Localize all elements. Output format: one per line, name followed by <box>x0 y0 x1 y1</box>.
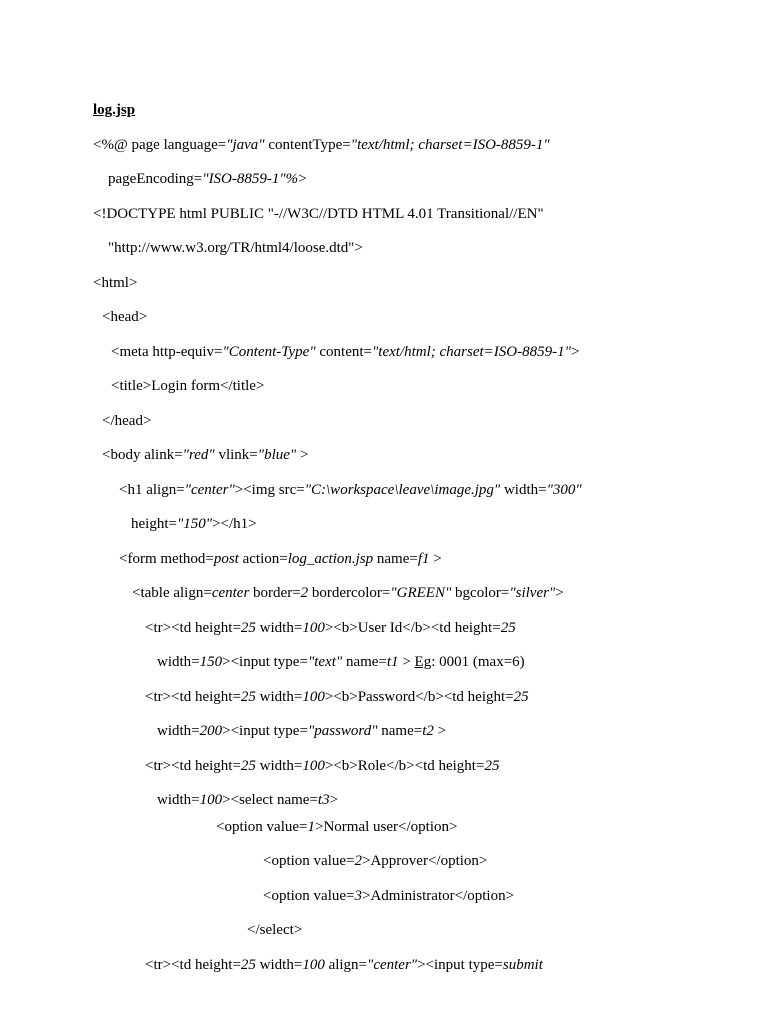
code-token: > <box>398 654 415 670</box>
code-token: > <box>298 171 307 187</box>
code-token: "150" <box>176 516 213 532</box>
code-line <box>157 722 446 740</box>
code-token: post <box>213 551 239 567</box>
code-token: </select> <box>247 922 303 938</box>
code-token: "silver" <box>509 585 556 601</box>
code-token: <html> <box>93 275 138 291</box>
code-line <box>131 515 257 533</box>
code-token: 200 <box>199 723 223 739</box>
code-token: "blue" <box>257 447 297 463</box>
code-line <box>145 619 516 637</box>
code-token: pageEncoding= <box>108 171 203 187</box>
code-token: "http://www.w3.org/TR/html4/loose.dtd"> <box>108 240 363 256</box>
code-line <box>119 550 442 568</box>
code-token: 25 <box>240 957 256 973</box>
code-line <box>145 688 529 706</box>
code-token: contentType= <box>264 137 351 153</box>
code-token: >Normal user</option> <box>315 819 458 835</box>
code-token: action= <box>238 551 288 567</box>
code-token: <%@ page language= <box>93 137 227 153</box>
code-token: > <box>429 551 442 567</box>
code-line <box>145 757 499 775</box>
code-token: "text/html; charset=ISO-8859-1" <box>350 137 550 153</box>
code-token: <tr><td height= <box>145 689 241 705</box>
code-token: <tr><td height= <box>145 957 241 973</box>
code-token: t1 <box>386 654 399 670</box>
code-line <box>111 343 579 361</box>
code-line <box>102 412 151 430</box>
code-token: ><input type= <box>417 957 503 973</box>
code-token: 25 <box>240 758 256 774</box>
code-token: <body alink= <box>102 447 183 463</box>
code-token: <option value= <box>263 853 355 869</box>
code-token: 25 <box>240 689 256 705</box>
code-line <box>102 308 147 326</box>
code-token: width= <box>500 482 547 498</box>
code-token: name= <box>342 654 387 670</box>
code-token: <option value= <box>216 819 308 835</box>
code-token: > <box>570 344 580 360</box>
code-token: submit <box>502 957 543 973</box>
code-token: <option value= <box>263 888 355 904</box>
code-token: 25 <box>484 758 500 774</box>
code-token: width= <box>255 620 303 636</box>
code-token: "300" <box>546 482 582 498</box>
code-token: ><b>User Id</b><td height= <box>324 620 501 636</box>
code-token: "red" <box>182 447 215 463</box>
code-line <box>93 136 550 154</box>
code-token: width= <box>157 723 200 739</box>
document-title: log.jsp <box>93 102 136 118</box>
code-token: </head> <box>102 413 152 429</box>
code-token: "text/html; charset=ISO-8859-1" <box>372 344 571 360</box>
code-token: log_action.jsp <box>287 551 374 567</box>
code-line <box>263 852 487 870</box>
code-token: Eg <box>414 654 432 670</box>
code-token: ><b>Password</b><td height= <box>324 689 514 705</box>
code-token: <h1 align= <box>119 482 185 498</box>
code-token: 2 <box>354 853 362 869</box>
code-token: <meta http-equiv= <box>111 344 223 360</box>
code-token: f1 <box>417 551 430 567</box>
code-token: width= <box>255 957 303 973</box>
code-token: name= <box>377 723 423 739</box>
code-token: "text" <box>307 654 343 670</box>
code-token: content= <box>315 344 372 360</box>
code-token: 100 <box>302 620 325 636</box>
code-token: ></h1> <box>212 516 257 532</box>
code-token: bgcolor= <box>451 585 510 601</box>
code-token: t3 <box>317 792 330 808</box>
code-line <box>111 377 264 395</box>
code-token: ><input type= <box>222 654 308 670</box>
code-token: width= <box>255 689 303 705</box>
code-line <box>145 956 543 974</box>
code-line <box>247 921 302 939</box>
code-line <box>132 584 564 602</box>
code-token: : 0001 (max=6) <box>431 654 525 670</box>
code-token: <!DOCTYPE html PUBLIC "-//W3C//DTD HTML 4.01 Transitional//EN" <box>93 206 544 222</box>
code-line <box>102 446 308 464</box>
code-token: ><img src= <box>234 482 305 498</box>
code-line <box>93 205 544 223</box>
code-token: ><input type= <box>222 723 308 739</box>
code-token: width= <box>157 654 200 670</box>
code-token: 1 <box>307 819 315 835</box>
code-token: align= <box>324 957 368 973</box>
code-token: 150 <box>199 654 223 670</box>
code-token: >Approver</option> <box>362 853 488 869</box>
code-token: > <box>329 792 339 808</box>
code-token: 25 <box>500 620 516 636</box>
code-line <box>263 887 514 905</box>
code-token: vlink= <box>214 447 258 463</box>
code-token: 100 <box>199 792 223 808</box>
code-token: "center" <box>184 482 235 498</box>
code-token: <tr><td height= <box>145 620 241 636</box>
code-line <box>216 818 457 836</box>
code-line <box>108 239 363 257</box>
code-token: 25 <box>513 689 529 705</box>
code-line <box>157 653 525 671</box>
code-token: 3 <box>354 888 362 904</box>
code-token: t2 <box>422 723 434 739</box>
code-token: center <box>211 585 250 601</box>
code-token: <form method= <box>119 551 214 567</box>
code-token: "Content-Type" <box>222 344 316 360</box>
code-token: >Administrator</option> <box>362 888 515 904</box>
code-token: <title>Login form</title> <box>111 378 265 394</box>
code-token: name= <box>373 551 418 567</box>
code-token: 100 <box>302 689 325 705</box>
code-token: 100 <box>302 957 325 973</box>
code-token: > <box>433 723 447 739</box>
code-token: bordercolor= <box>308 585 391 601</box>
code-token: width= <box>255 758 303 774</box>
code-token: "GREEN" <box>390 585 452 601</box>
code-token: ><select name= <box>222 792 318 808</box>
code-token: > <box>296 447 309 463</box>
code-token: ><b>Role</b><td height= <box>324 758 485 774</box>
code-token: <head> <box>102 309 148 325</box>
code-line <box>93 274 137 292</box>
code-token: height= <box>131 516 177 532</box>
code-token: 25 <box>240 620 256 636</box>
code-token: width= <box>157 792 200 808</box>
code-line <box>119 481 582 499</box>
code-line <box>108 170 307 188</box>
code-token: "C:\workspace\leave\image.jpg" <box>304 482 501 498</box>
code-token: 2 <box>300 585 309 601</box>
code-token: "ISO-8859-1"% <box>202 171 299 187</box>
code-token: > <box>555 585 564 601</box>
code-token: <tr><td height= <box>145 758 241 774</box>
code-token: "center" <box>367 957 418 973</box>
code-token: "java" <box>226 137 265 153</box>
code-line <box>157 791 338 809</box>
code-token: <table align= <box>132 585 212 601</box>
code-token: "password" <box>307 723 378 739</box>
code-token: border= <box>249 585 301 601</box>
code-token: 100 <box>302 758 325 774</box>
